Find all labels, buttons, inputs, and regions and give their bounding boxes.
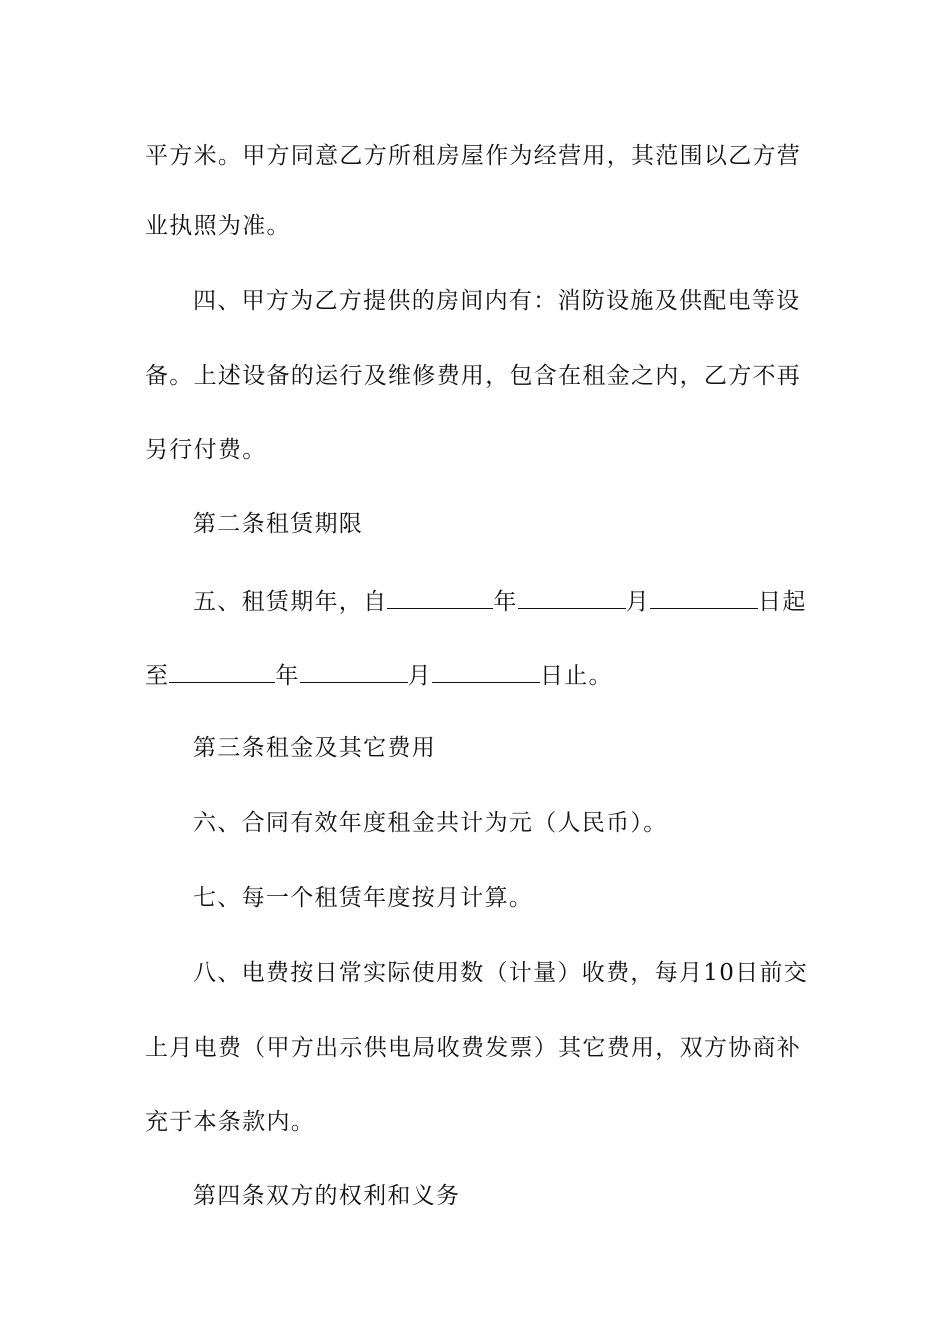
year-label: 年 xyxy=(275,663,300,689)
lease-period-start-text: 五、租赁期年，自 xyxy=(193,589,388,615)
article-3-heading: 第三条租金及其它费用 xyxy=(193,735,436,761)
clause-4-line: 四、甲方为乙方提供的房间内有：消防设施及供配电等设 xyxy=(193,288,801,314)
article-2-heading: 第二条租赁期限 xyxy=(193,511,364,537)
end-month-blank[interactable] xyxy=(300,654,408,683)
clause-5-line xyxy=(193,580,810,620)
month-label: 月 xyxy=(407,663,432,689)
body-text-line: 另行付费。 xyxy=(145,437,267,463)
end-day-blank[interactable] xyxy=(432,654,540,683)
start-day-label: 日起 xyxy=(758,589,807,615)
until-label: 至 xyxy=(145,663,170,689)
body-text-line: 充于本条款内。 xyxy=(145,1109,316,1135)
clause-7-line: 七、每一个租赁年度按月计算。 xyxy=(193,885,534,911)
body-text-line: 业执照为准。 xyxy=(145,213,291,239)
article-4-heading: 第四条双方的权利和义务 xyxy=(193,1183,461,1209)
end-year-blank[interactable] xyxy=(169,654,275,683)
end-day-label: 日止。 xyxy=(539,663,613,689)
start-year-blank[interactable] xyxy=(387,580,493,609)
month-label: 月 xyxy=(625,589,651,615)
lease-end-line xyxy=(145,654,810,694)
clause-8-line: 八、电费按日常实际使用数（计量）收费，每月10日前交 xyxy=(193,960,809,986)
start-day-blank[interactable] xyxy=(650,580,758,609)
start-month-blank[interactable] xyxy=(518,580,626,609)
year-label: 年 xyxy=(493,589,518,615)
body-text-line: 上月电费（甲方出示供电局收费发票）其它费用，双方协商补 xyxy=(145,1035,802,1061)
body-text-line: 平方米。甲方同意乙方所租房屋作为经营用，其范围以乙方营 xyxy=(145,143,802,169)
clause-6-line: 六、合同有效年度租金共计为元（人民币）。 xyxy=(193,810,668,836)
body-text-line: 备。上述设备的运行及维修费用，包含在租金之内，乙方不再 xyxy=(145,363,802,389)
